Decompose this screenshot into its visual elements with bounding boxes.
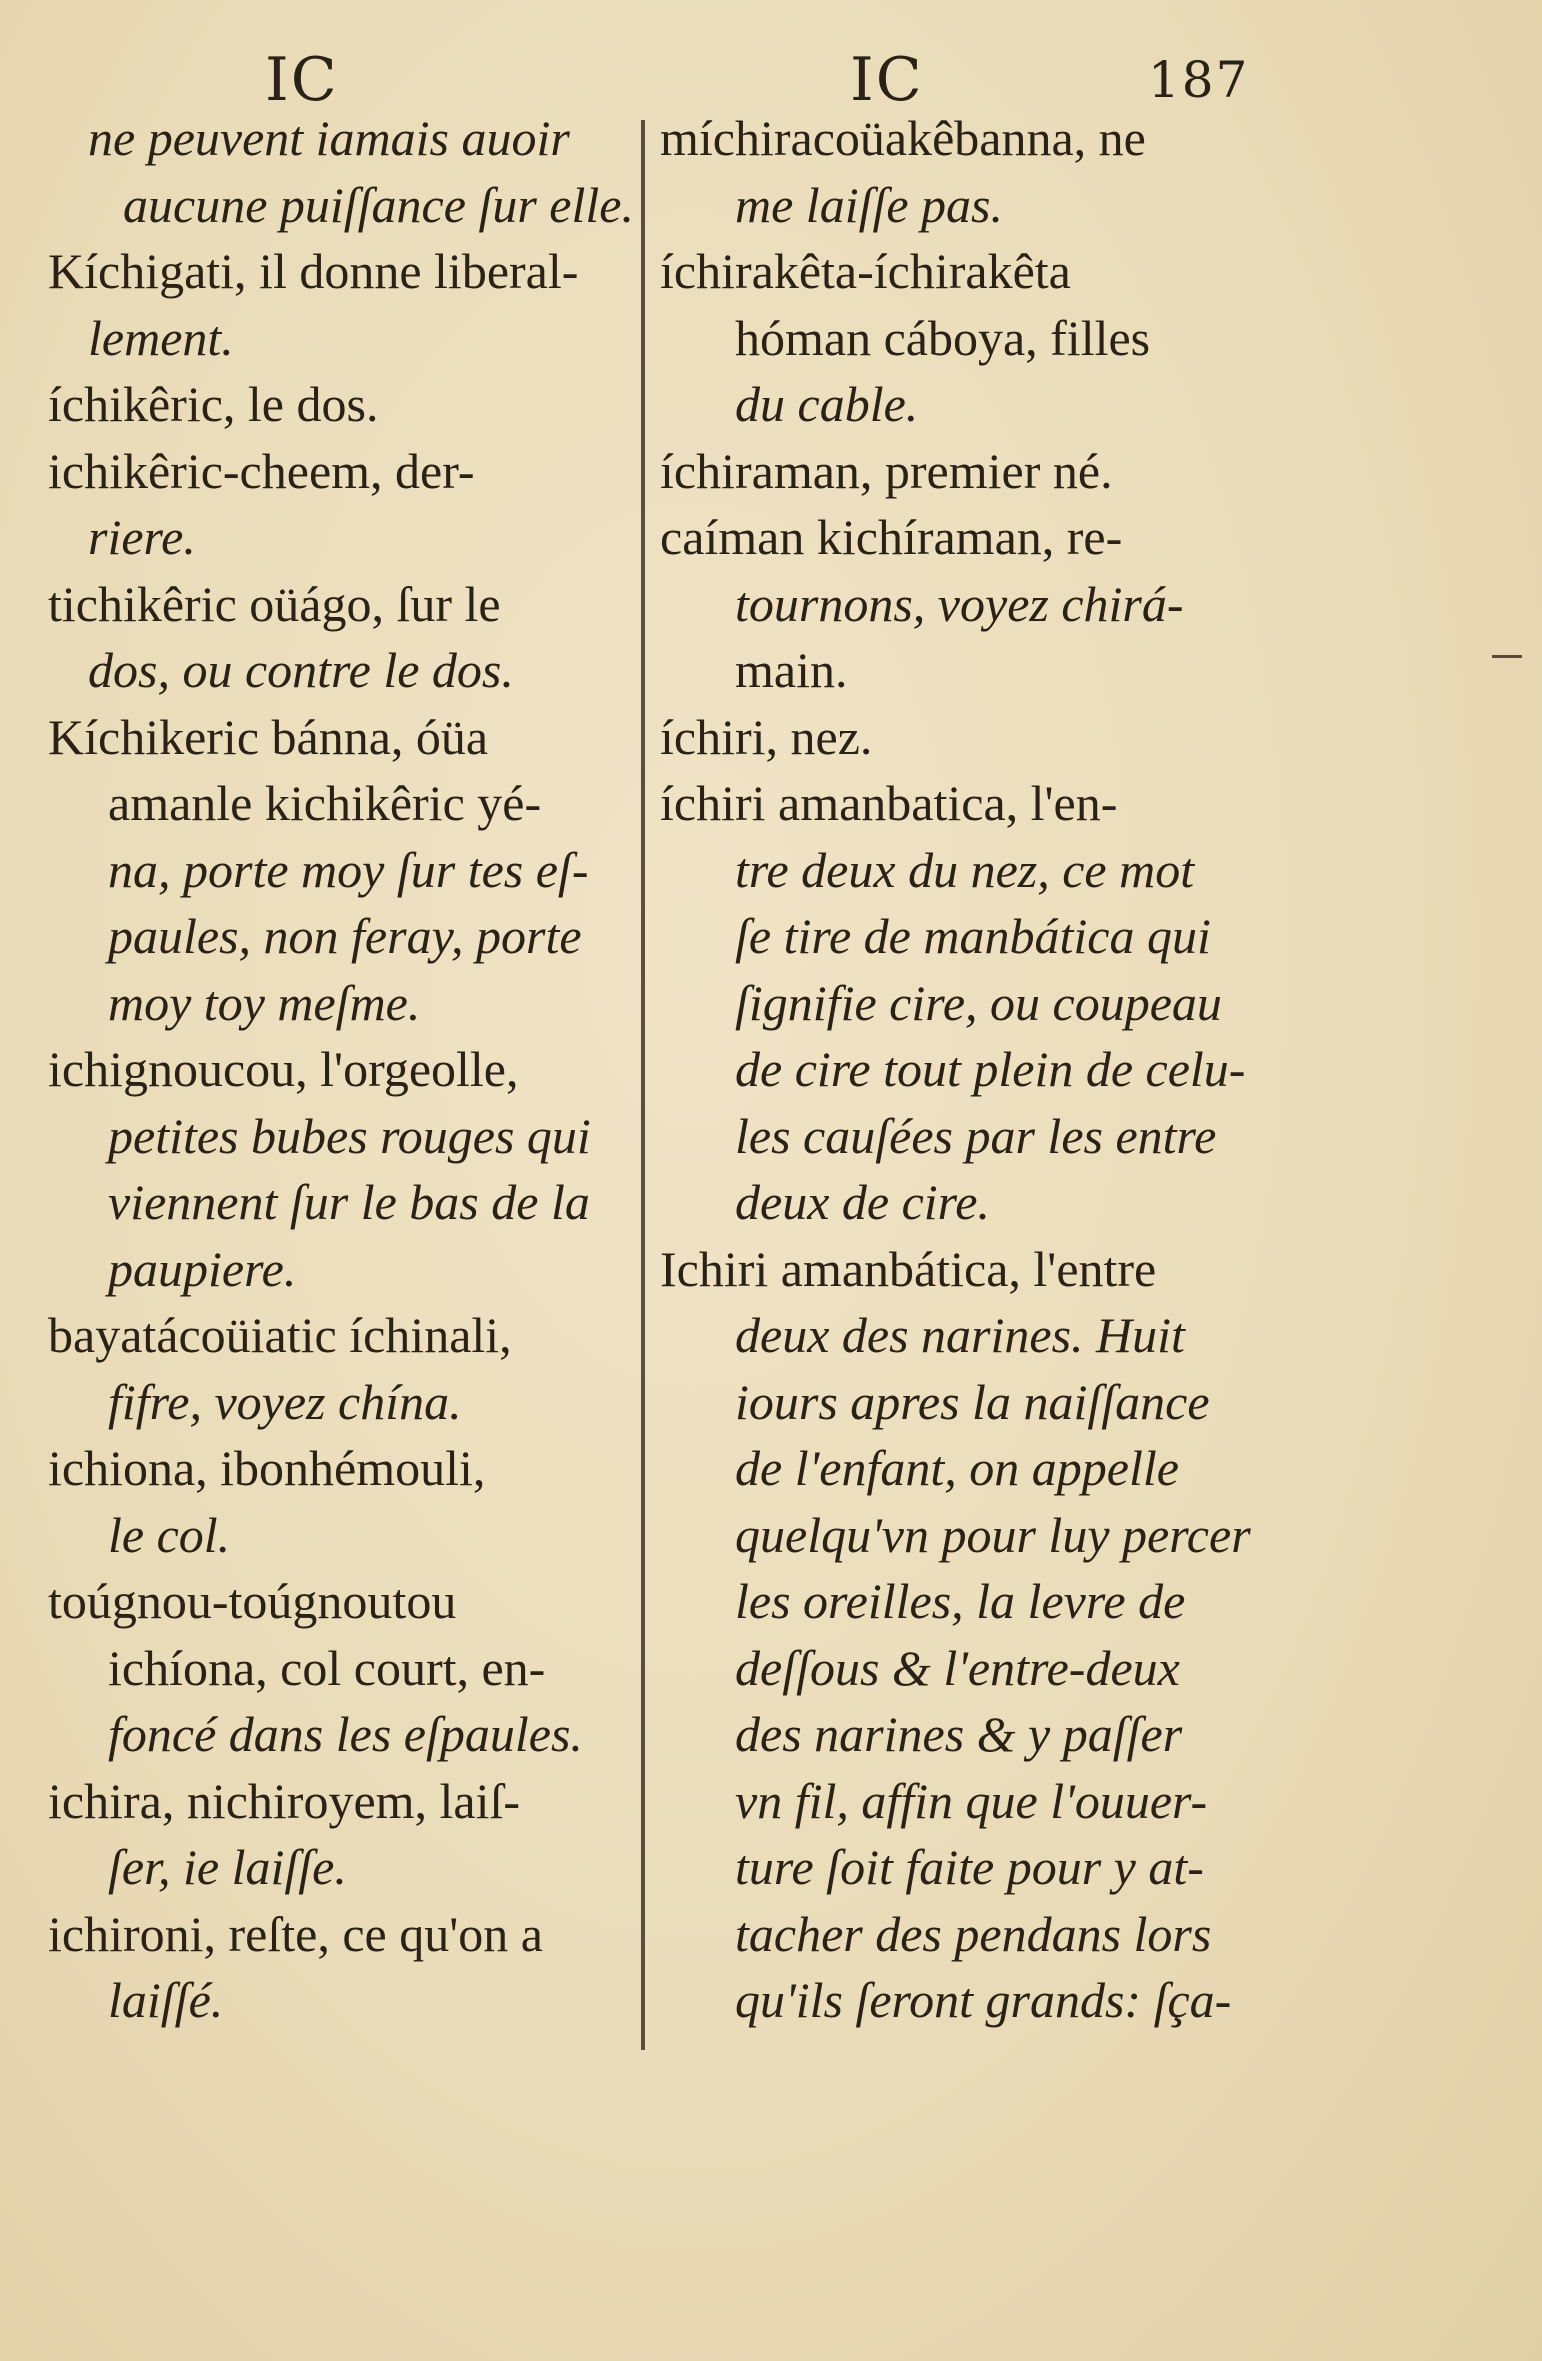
text-line: paules, non feray, porte (108, 908, 582, 964)
text-line: dos, ou contre le dos. (88, 642, 514, 698)
text-line: aucune puiſſance ſur elle. (123, 176, 634, 233)
column-divider (641, 120, 645, 2050)
text-line: Ichiri amanbática, l'entre (660, 1240, 1157, 1297)
text-line: les cauſées par les entre (735, 1107, 1217, 1164)
text-line: de l'enfant, on appelle (735, 1440, 1179, 1496)
text-line: ture ſoit faite pour y at- (735, 1839, 1204, 1895)
text-line: tichikêric oüágo, ſur le (48, 575, 501, 632)
text-line: de cire tout plein de celu- (735, 1041, 1246, 1097)
text-line: deux des narines. Huit (735, 1307, 1185, 1363)
text-line: ichiona, ibonhémouli, (48, 1440, 486, 1496)
text-line: na, porte moy ſur tes eſ- (108, 841, 589, 898)
text-line: moy toy meſme. (108, 974, 421, 1031)
text-line: fifre, voyez chína. (108, 1373, 462, 1430)
text-line: ichira, nichiroyem, laiſ- (48, 1772, 521, 1829)
text-line: lement. (88, 309, 234, 366)
text-line: bayatácoüiatic íchinali, (48, 1307, 512, 1363)
text-line: des narines & y paſſer (735, 1706, 1183, 1762)
text-line: foncé dans les eſpaules. (108, 1706, 583, 1762)
text-line: ſignifie cire, ou coupeau (735, 974, 1222, 1031)
text-line: ichironi, reſte, ce qu'on a (48, 1905, 543, 1962)
text-line: ichignoucou, l'orgeolle, (48, 1041, 519, 1097)
text-line: quelqu'vn pour luy percer (735, 1506, 1251, 1563)
text-line: iours apres la naiſſance (735, 1373, 1210, 1430)
text-line: les oreilles, la levre de (735, 1573, 1186, 1629)
text-line: íchiri, nez. (660, 708, 873, 765)
text-line: qu'ils ſeront grands: ſça- (735, 1972, 1232, 2028)
text-line: ichikêric-cheem, der- (48, 442, 475, 499)
text-line: vn fil, affin que l'ouuer- (735, 1772, 1208, 1829)
text-line: deſſous & l'entre-deux (735, 1639, 1180, 1696)
text-line: ne peuvent iamais auoir (88, 110, 570, 166)
text-line: tournons, voyez chirá- (735, 575, 1184, 632)
text-line: deux de cire. (735, 1174, 990, 1230)
text-line: du cable. (735, 376, 919, 432)
text-line: ſer, ie laiſſe. (108, 1839, 347, 1895)
text-line: me laiſſe pas. (735, 176, 1004, 233)
text-line: laiſſé. (108, 1972, 224, 2028)
text-line: íchiri amanbatica, l'en- (660, 775, 1118, 831)
right-column (660, 105, 1260, 2034)
text-line: íchikêric, le dos. (48, 376, 379, 432)
header-left-letters: IC (265, 45, 339, 115)
text-line: Kíchikeric bánna, óüa (48, 708, 489, 765)
text-line: íchiraman, premier né. (660, 442, 1113, 499)
text-line: tre deux du nez, ce mot (735, 841, 1195, 898)
text-line: petites bubes rouges qui (108, 1107, 591, 1164)
text-line: amanle kichikêric yé- (108, 775, 542, 831)
text-line: íchirakêta-íchirakêta (660, 243, 1071, 299)
text-line: caíman kichíraman, re- (660, 509, 1123, 565)
header-right-letters: IC (850, 45, 924, 115)
text-line: tacher des pendans lors (735, 1905, 1212, 1962)
text-line: viennent ſur le bas de la (108, 1174, 590, 1230)
text-line: Kíchigati, il donne liberal- (48, 243, 579, 299)
page-number: 187 (1148, 51, 1250, 109)
text-line: paupiere. (108, 1240, 297, 1297)
text-line: ſe tire de manbática qui (735, 908, 1211, 964)
text-line: ichíona, col court, en- (108, 1639, 546, 1696)
text-line: hóman cáboya, filles (735, 309, 1151, 366)
text-line: míchiracoüakêbanna, ne (660, 110, 1146, 166)
margin-dash (1492, 655, 1522, 658)
left-column (48, 105, 634, 2034)
text-line: main. (735, 642, 848, 698)
text-line: le col. (108, 1506, 231, 1563)
text-line: toúgnou-toúgnoutou (48, 1573, 457, 1629)
text-line: riere. (88, 509, 196, 565)
